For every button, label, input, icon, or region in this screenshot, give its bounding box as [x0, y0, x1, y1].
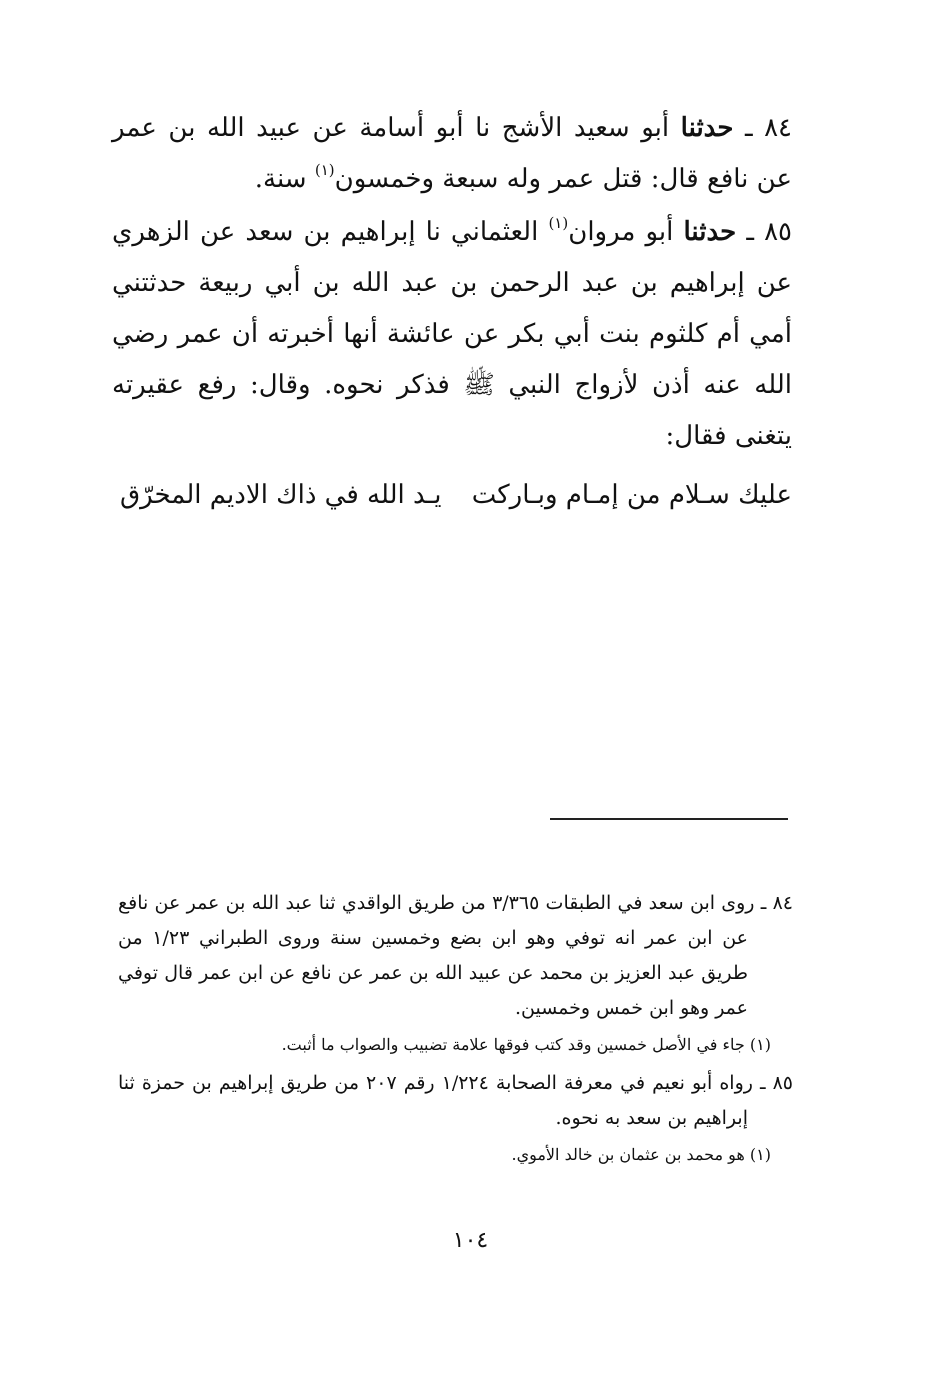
- hadith-85: [112, 207, 792, 462]
- hadith-number: ٨٤ ـ: [744, 113, 793, 143]
- footnote-85: ٨٥ ـ رواه أبو نعيم في معرفة الصحابة ١/٢٢٤ رقم ٢٠٧ من طريق إبراهيم بن حمزة ثنا إبراهيم بن سعد به نحوه.: [118, 1072, 793, 1129]
- footnote-ref: (١): [314, 161, 335, 179]
- narration-keyword: حدثنا: [683, 217, 737, 247]
- page-number: ١٠٤: [452, 1228, 489, 1253]
- footnote-ref: (١): [548, 214, 569, 232]
- footnote-84: ٨٤ ـ روى ابن سعد في الطبقات ٣/٣٦٥ من طريق الواقدي ثنا عبد الله بن عمر عن نافع عن ابن عمر انه توفي وهو ابن بضع وخمسين سنة وروى الطبراني ١/٢٣ من طريق عبد العزيز بن محمد عن عبيد الله بن عمر عن نافع عن ابن عمر قال توفي عمر وهو ابن خمس وخمسين.: [118, 892, 793, 1019]
- footnote-divider: [550, 818, 788, 820]
- footnote-84-sub: (١) جاء في الأصل خمسين وقد كتب فوقها علامة تضبيب والصواب ما أثبت.: [281, 1035, 771, 1054]
- narration-keyword: حدثنا: [680, 113, 734, 143]
- main-text: [112, 103, 792, 521]
- hadith-text-end: سنة.: [254, 164, 307, 194]
- poetry-verse: [120, 470, 792, 521]
- verse-first-hemistich: عليك سـلام من إمـام وبـاركت: [471, 480, 792, 510]
- hadith-text: أبو سعيد الأشج نا أبو أسامة عن عبيد الله بن عمر عن نافع قال: قتل عمر وله سبعة وخمسون: [112, 113, 792, 194]
- hadith-text: أبو مروان: [568, 217, 674, 247]
- hadith-text-end: العثماني نا إبراهيم بن سعد عن الزهري عن إبراهيم بن عبد الرحمن بن عبد الله بن أبي ربيعة حدثتني أمي أم كلثوم بنت أبي بكر عن عائشة أنها أخبرته أن عمر رضي الله عنه أذن لأزواج النبي ﷺ فذكر نحوه. وقال: رفع عقيرته يتغنى فقال:: [112, 217, 792, 451]
- footnote-85-sub: (١) هو محمد بن عثمان بن خالد الأموي.: [511, 1145, 771, 1164]
- footnotes: [118, 886, 793, 1176]
- hadith-84: [112, 103, 792, 205]
- hadith-number: ٨٥ ـ: [746, 217, 793, 247]
- verse-second-hemistich: يـد الله في ذاك الاديم المخرّق: [120, 480, 442, 510]
